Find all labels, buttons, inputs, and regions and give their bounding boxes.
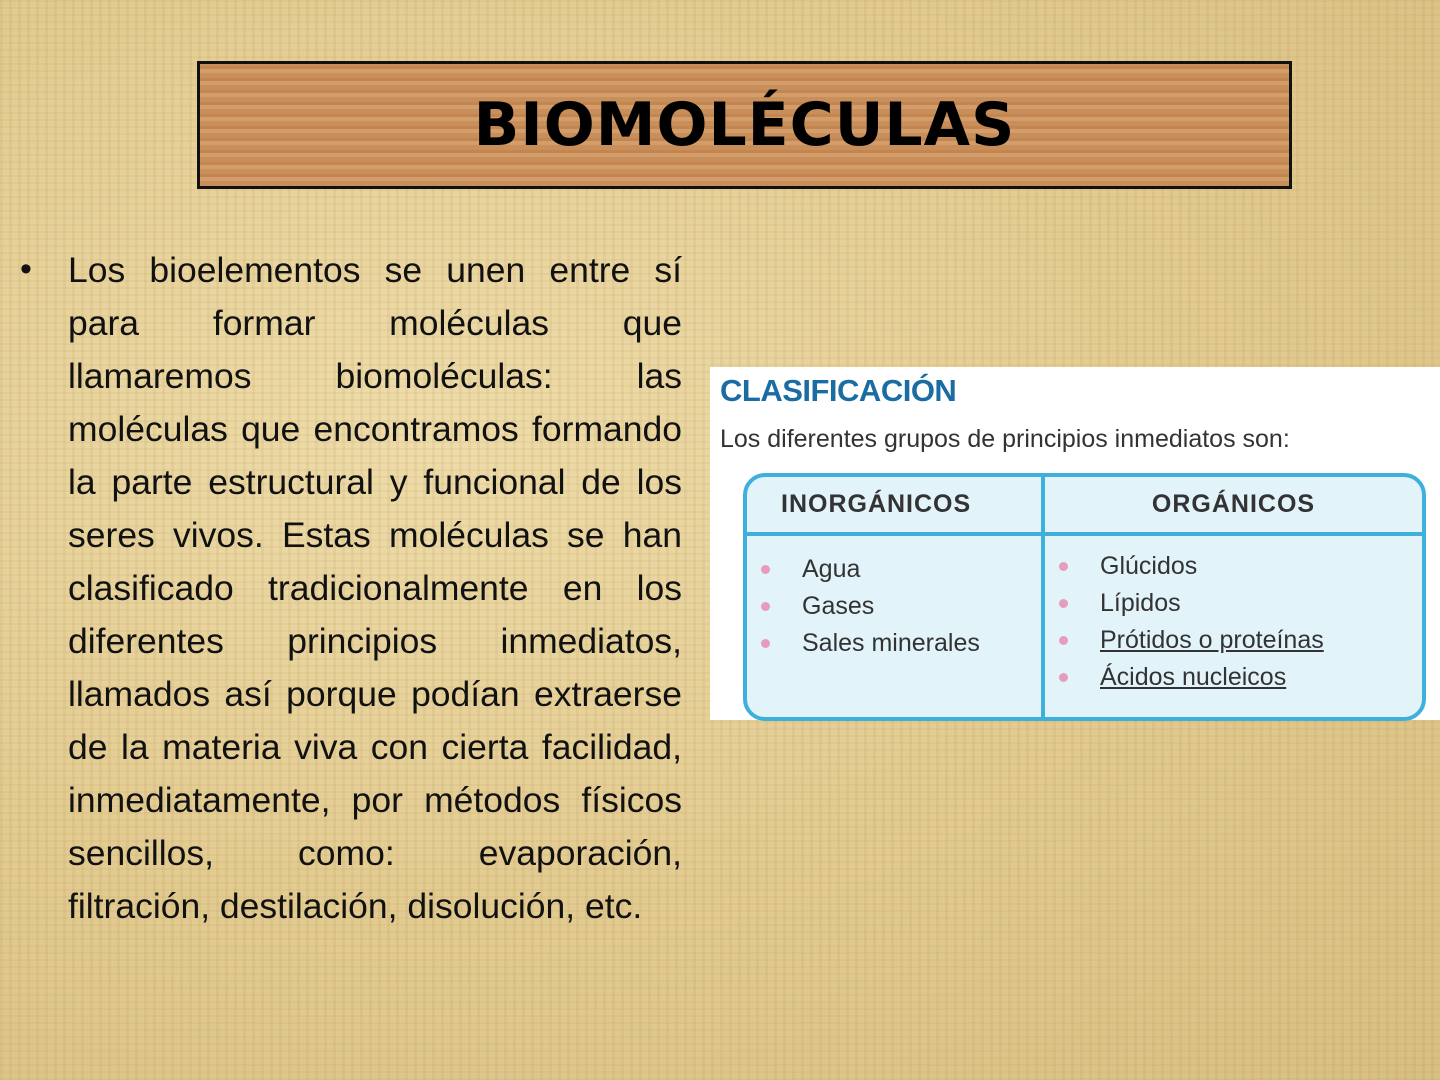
classification-table xyxy=(743,473,1426,721)
bullet-icon xyxy=(1059,636,1068,645)
item-link[interactable]: Prótidos o proteínas xyxy=(1100,626,1324,654)
list-item xyxy=(761,588,1041,625)
classification-image xyxy=(710,367,1440,720)
list-item xyxy=(1059,548,1422,585)
item-link[interactable]: Ácidos nucleicos xyxy=(1100,663,1287,691)
list-item xyxy=(1059,622,1422,659)
classification-heading: CLASIFICACIÓN xyxy=(720,373,957,408)
bullet-icon xyxy=(1059,673,1068,682)
slide-title: BIOMOLÉCULAS xyxy=(473,90,1016,160)
item-label: Glúcidos xyxy=(1100,552,1198,580)
item-label: Agua xyxy=(802,555,861,583)
item-label: Gases xyxy=(802,592,875,620)
bullet-icon xyxy=(761,602,770,611)
bullet-icon xyxy=(761,565,770,574)
organic-header: ORGÁNICOS xyxy=(1045,477,1422,536)
list-item xyxy=(761,625,1041,662)
item-label: Lípidos xyxy=(1100,589,1181,617)
bullet-icon xyxy=(761,639,770,648)
organic-column xyxy=(1045,477,1422,717)
list-item xyxy=(1059,659,1422,696)
item-label: Sales minerales xyxy=(802,629,980,657)
bullet-icon xyxy=(1059,599,1068,608)
list-item xyxy=(1059,585,1422,622)
list-item xyxy=(761,551,1041,588)
title-banner xyxy=(197,61,1292,189)
classification-subtitle: Los diferentes grupos de principios inmediatos son: xyxy=(720,425,1290,453)
bullet-icon xyxy=(1059,562,1068,571)
bullet-marker: • xyxy=(20,250,32,288)
inorganic-header: INORGÁNICOS xyxy=(747,477,1041,536)
body-paragraph: Los bioelementos se unen entre sí para formar moléculas que llamaremos biomoléculas: las moléculas que encontramos formando la parte estructural y funcional de los seres vivos. Estas moléculas se han clasificado tradicionalmente en los diferentes principios inmediatos, llamados así porque podían extraerse de la materia viva con cierta facilidad, inmediatamente, por métodos físicos sencillos, como: evaporación, filtración, destilación, disolución, etc. xyxy=(68,250,682,926)
inorganic-column xyxy=(747,477,1045,717)
